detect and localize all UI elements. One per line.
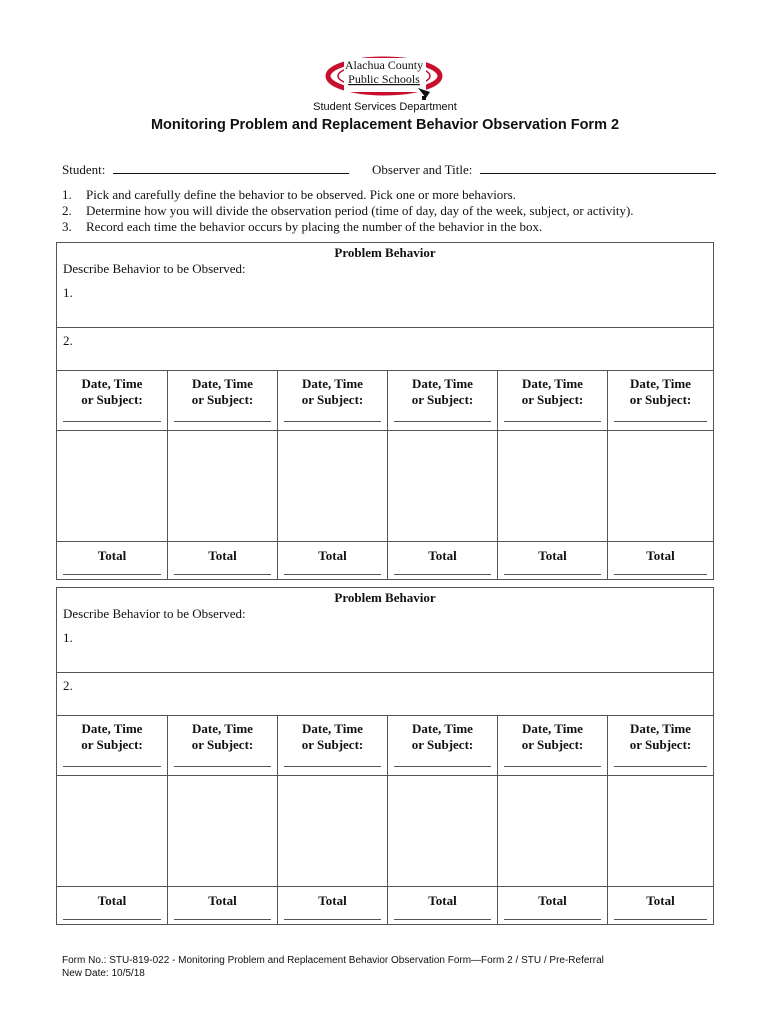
total-label: Total: [646, 893, 675, 908]
tally-box[interactable]: [608, 775, 713, 887]
total-blank[interactable]: [284, 919, 381, 920]
tally-box[interactable]: [57, 775, 167, 887]
column-header: Date, Time or Subject:: [521, 721, 584, 752]
date-blank[interactable]: [504, 766, 601, 767]
district-logo: [322, 52, 448, 102]
total-blank[interactable]: [63, 574, 161, 575]
instruction-item: 1. Pick and carefully define the behavior to be observed. Pick one or more behaviors.: [62, 187, 516, 202]
observation-column: [167, 370, 277, 579]
form-title: Monitoring Problem and Replacement Behavior Observation Form 2: [150, 117, 620, 133]
problem-behavior-section-2: [56, 587, 714, 925]
total-label: Total: [97, 893, 127, 908]
form-number: Form No.: STU-819-022 - Monitoring Problem and Replacement Behavior Observation Form—Form 2 / STU / Pre-Referral: [62, 955, 604, 966]
total-blank[interactable]: [394, 574, 491, 575]
column-header: Date, Time or Subject:: [411, 721, 474, 752]
section-heading: Problem Behavior: [334, 245, 436, 260]
observation-column: [57, 370, 167, 579]
observer-field[interactable]: [372, 162, 716, 178]
department-name: Student Services Department: [313, 101, 457, 113]
column-header: Date, Time or Subject:: [629, 376, 692, 407]
tally-box[interactable]: [498, 775, 607, 887]
column-header: Date, Time or Subject:: [191, 721, 254, 752]
total-label: Total: [428, 548, 457, 563]
date-blank[interactable]: [63, 766, 161, 767]
tally-box[interactable]: [498, 430, 607, 542]
column-header: Date, Time or Subject:: [81, 721, 143, 752]
date-blank[interactable]: [174, 766, 271, 767]
observation-column: [277, 370, 387, 579]
column-header: Date, Time or Subject:: [411, 376, 474, 407]
new-date: New Date: 10/5/18: [62, 968, 145, 979]
total-label: Total: [208, 548, 237, 563]
total-blank[interactable]: [614, 574, 707, 575]
column-header: Date, Time or Subject:: [191, 376, 254, 407]
total-blank[interactable]: [504, 574, 601, 575]
logo-text-line1: Alachua County: [344, 58, 424, 72]
date-blank[interactable]: [614, 766, 707, 767]
problem-behavior-section-1: [56, 242, 714, 580]
behavior-1-label: 1.: [63, 630, 73, 645]
observation-column: [387, 370, 497, 579]
tally-box[interactable]: [608, 430, 713, 542]
tally-box[interactable]: [388, 775, 497, 887]
tally-box[interactable]: [168, 430, 277, 542]
instruction-item: 2. Determine how you will divide the observation period (time of day, day of the week, subject, or activity).: [62, 203, 634, 218]
total-label: Total: [646, 548, 675, 563]
observer-line[interactable]: [480, 172, 716, 174]
describe-label: Describe Behavior to be Observed:: [63, 261, 246, 276]
observation-column: [277, 715, 387, 924]
student-line[interactable]: [113, 172, 349, 174]
total-label: Total: [538, 893, 567, 908]
tally-box[interactable]: [388, 430, 497, 542]
section-heading: Problem Behavior: [334, 590, 436, 605]
logo-swoosh-icon: [322, 52, 448, 102]
column-header: Date, Time or Subject:: [629, 721, 692, 752]
date-blank[interactable]: [284, 766, 381, 767]
date-blank[interactable]: [394, 421, 491, 422]
column-header: Date, Time or Subject:: [301, 721, 364, 752]
total-label: Total: [97, 548, 127, 563]
total-label: Total: [538, 548, 567, 563]
total-blank[interactable]: [174, 574, 271, 575]
tally-box[interactable]: [278, 775, 387, 887]
column-header: Date, Time or Subject:: [521, 376, 584, 407]
observation-column: [607, 715, 713, 924]
column-header: Date, Time or Subject:: [301, 376, 364, 407]
divider: [57, 672, 713, 673]
student-label: Student:: [62, 162, 106, 177]
behavior-1-label: 1.: [63, 285, 73, 300]
observation-column: [607, 370, 713, 579]
observation-column: [497, 370, 607, 579]
total-blank[interactable]: [284, 574, 381, 575]
total-blank[interactable]: [504, 919, 601, 920]
total-blank[interactable]: [394, 919, 491, 920]
total-label: Total: [318, 548, 347, 563]
total-blank[interactable]: [63, 919, 161, 920]
date-blank[interactable]: [614, 421, 707, 422]
observation-column: [57, 715, 167, 924]
date-blank[interactable]: [174, 421, 271, 422]
tally-box[interactable]: [168, 775, 277, 887]
instruction-item: 3. Record each time the behavior occurs by placing the number of the behavior in the box.: [62, 219, 543, 234]
total-blank[interactable]: [174, 919, 271, 920]
instructions-list: [62, 187, 634, 235]
behavior-2-label: 2.: [63, 678, 73, 693]
date-blank[interactable]: [394, 766, 491, 767]
observation-column: [387, 715, 497, 924]
date-blank[interactable]: [63, 421, 161, 422]
student-field[interactable]: [62, 162, 349, 178]
logo-text-line2: Public Schools: [348, 72, 420, 86]
tally-box[interactable]: [278, 430, 387, 542]
tally-box[interactable]: [57, 430, 167, 542]
observation-column: [167, 715, 277, 924]
date-blank[interactable]: [504, 421, 601, 422]
divider: [57, 327, 713, 328]
date-blank[interactable]: [284, 421, 381, 422]
form-footer: [62, 954, 604, 980]
behavior-2-label: 2.: [63, 333, 73, 348]
total-label: Total: [208, 893, 237, 908]
observer-label: Observer and Title:: [372, 162, 473, 177]
observation-column: [497, 715, 607, 924]
total-label: Total: [318, 893, 347, 908]
total-blank[interactable]: [614, 919, 707, 920]
total-label: Total: [428, 893, 457, 908]
column-header: Date, Time or Subject:: [81, 376, 143, 407]
describe-label: Describe Behavior to be Observed:: [63, 606, 246, 621]
